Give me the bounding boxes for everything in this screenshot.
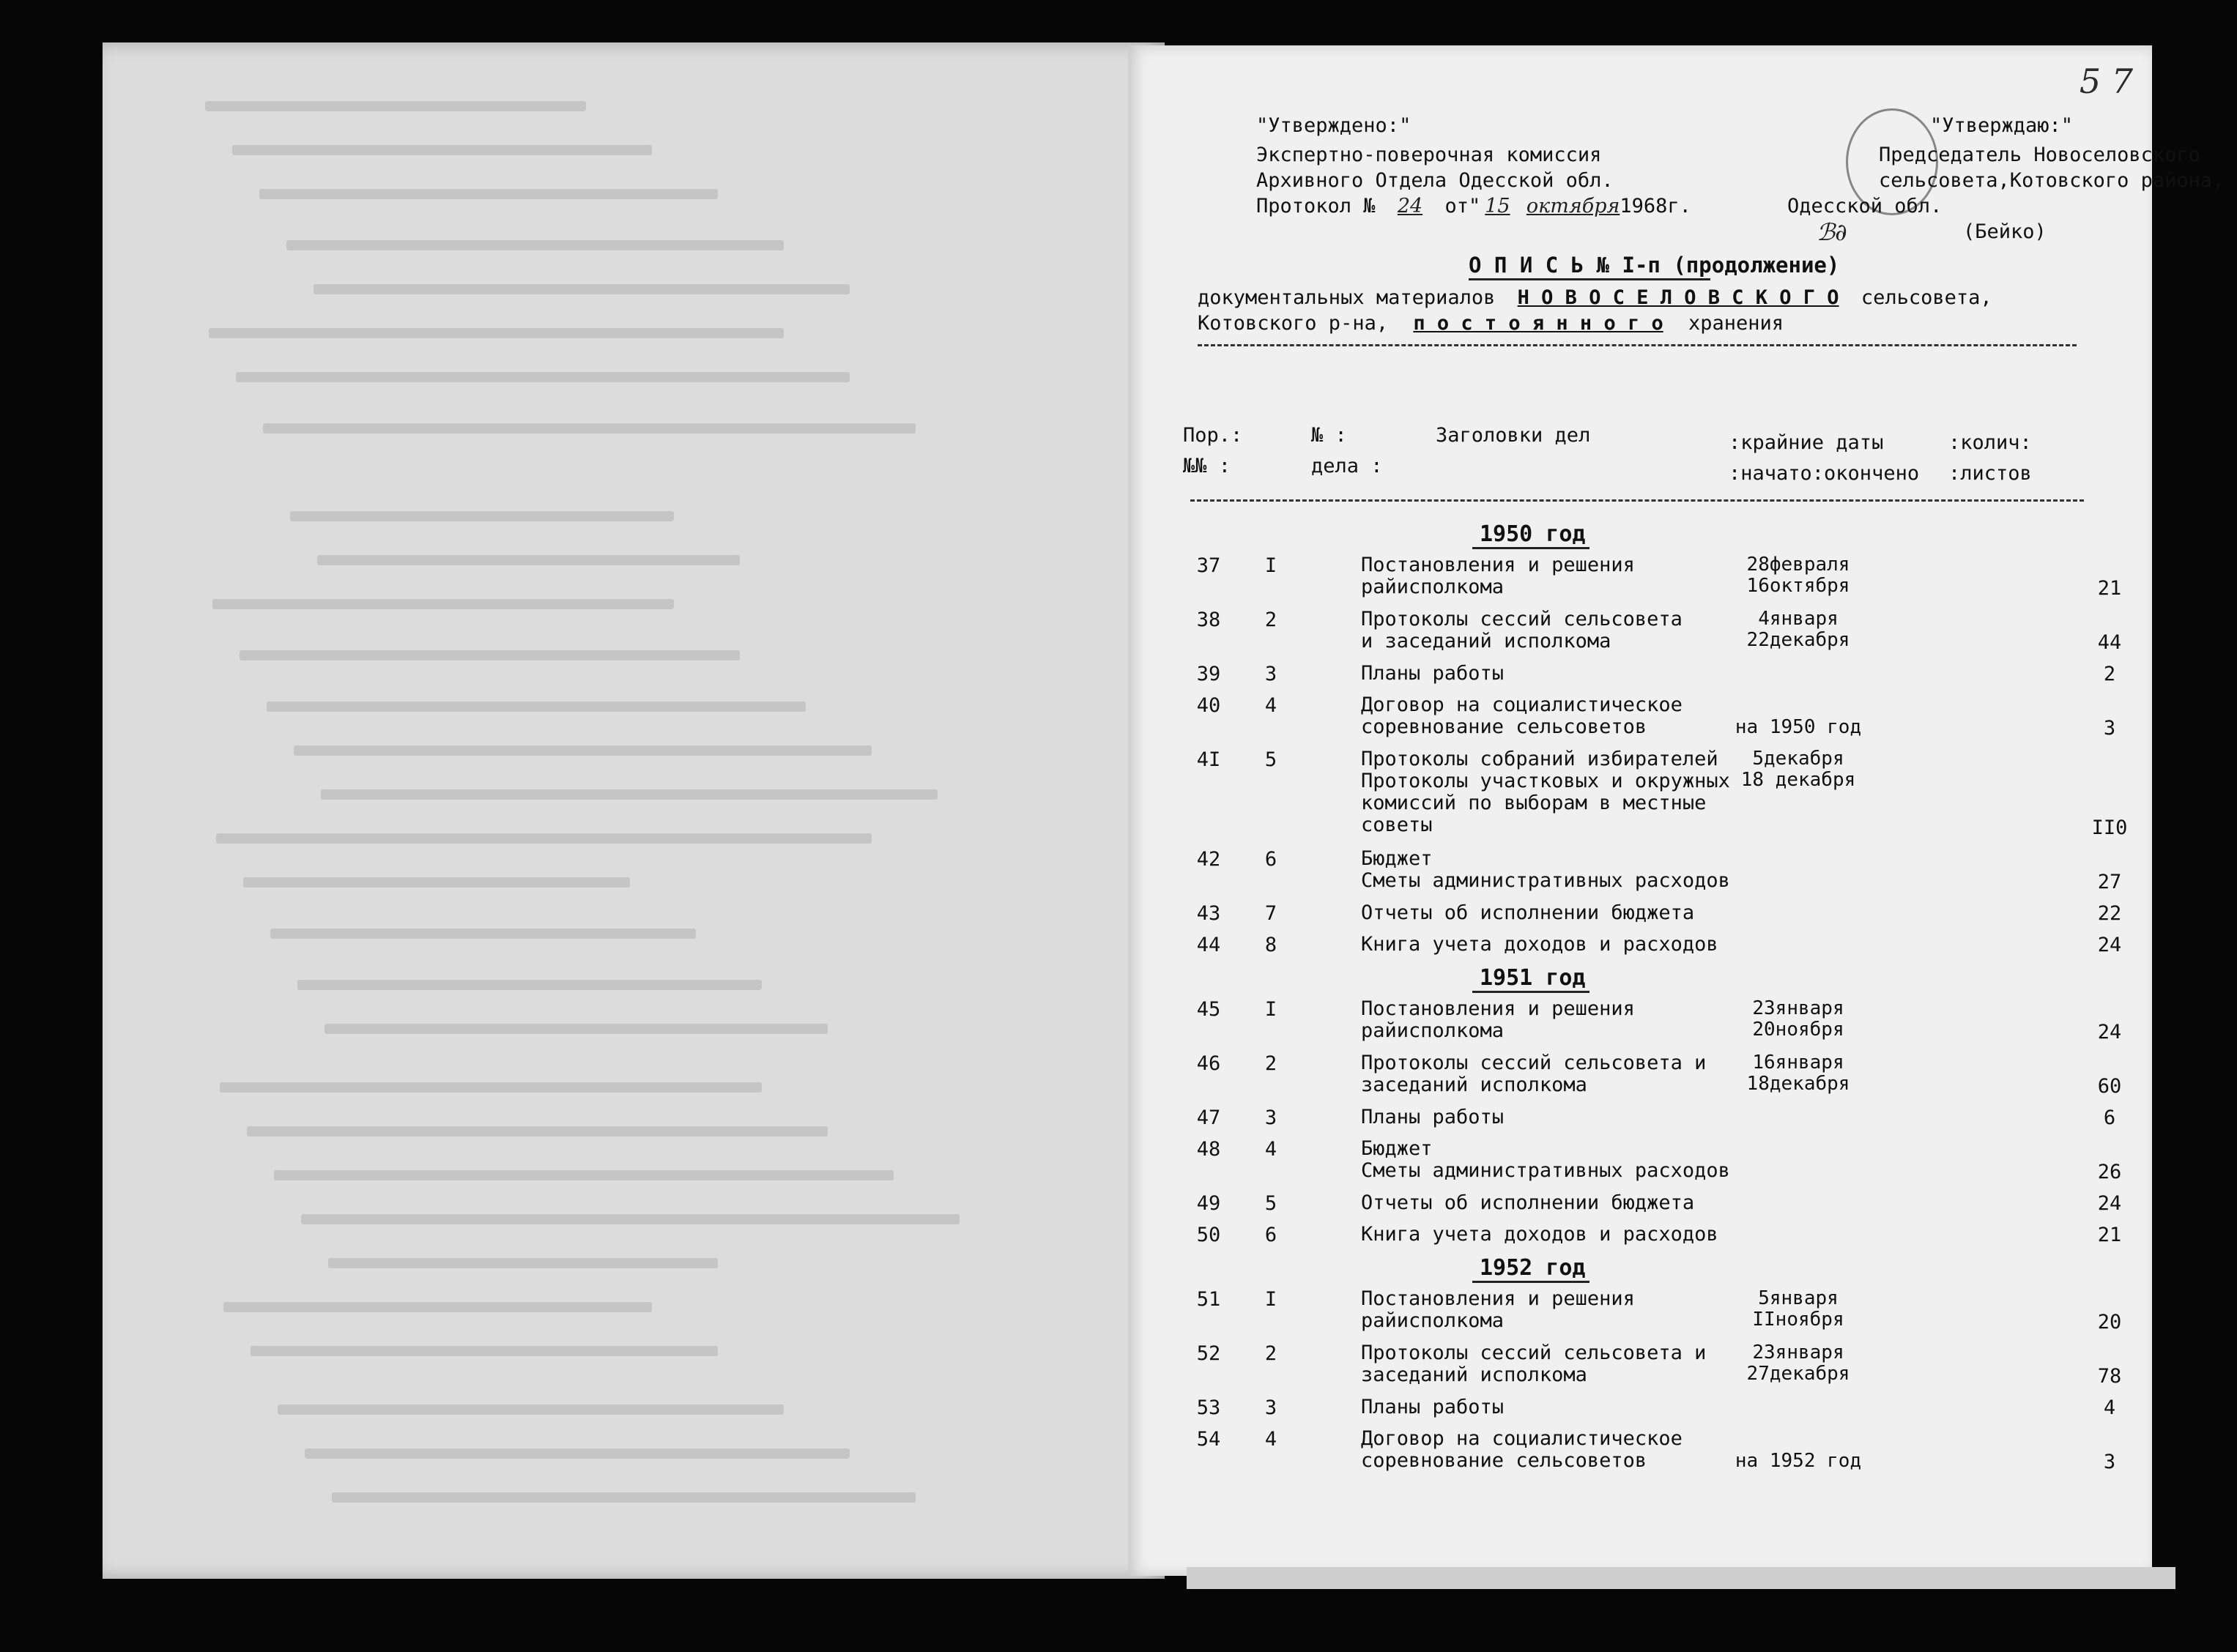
ghost-text-line [209,328,784,338]
ghost-text-line [328,1258,718,1268]
col-dates-a: :крайние даты [1729,431,1884,454]
case-title [1361,1052,1706,1096]
row-number: 43 [1196,902,1221,925]
col-case-b: дела : [1311,455,1383,477]
ghost-text-line [324,1024,828,1034]
case-title [1361,1288,1635,1332]
case-title-line: Постановления и решения [1361,997,1635,1020]
row-number: 46 [1196,1052,1221,1075]
ghost-text-line [332,1492,916,1503]
case-title-line: Книга учета доходов и расходов [1361,1223,1718,1246]
sheet-count: 24 [2097,1021,2122,1043]
case-title-line: райисполкома [1361,1019,1505,1042]
case-date: 5января [1758,1287,1839,1309]
ghost-text-line [278,1404,784,1415]
table-row [1128,1052,2152,1098]
case-title-line: Бюджет [1361,1137,1433,1160]
row-number: 50 [1196,1224,1221,1246]
case-date: 16января [1752,1052,1844,1074]
table-row [1128,1138,2152,1183]
table-row [1128,694,2152,740]
case-title-line: и заседаний исполкома [1361,630,1611,652]
case-title-line: соревнование сельсоветов [1361,1449,1647,1472]
row-number: 44 [1196,934,1221,956]
row-number: 42 [1196,848,1221,871]
table-row [1128,902,2152,925]
case-title [1361,1224,1718,1246]
year-underline [1472,547,1589,549]
signature-name: (Бейко) [1963,220,2047,243]
case-title [1361,609,1683,652]
commission-line1: Экспертно-поверочная комиссия [1256,144,1602,166]
case-number: 4 [1264,1428,1277,1451]
case-date: 16октября [1746,575,1850,597]
case-date: 5декабря [1752,748,1844,770]
case-title [1361,1342,1706,1386]
case-number: 5 [1264,748,1277,771]
case-title-line: Протоколы участковых и окружных [1361,770,1730,792]
left-page-faded [103,42,1165,1579]
case-title-line: Договор на социалистическое [1361,693,1683,716]
case-number: 2 [1264,1342,1277,1365]
case-title-line: комиссий по выборам в местные [1361,792,1707,814]
col-order-b: №№ : [1183,455,1231,477]
sheet-count: 21 [2097,1224,2122,1246]
year-underline [1472,1281,1589,1283]
ghost-text-line [314,284,850,294]
protocol-number: 24 [1397,195,1423,217]
signature-icon: ℬ∂ [1817,218,1847,246]
case-date: 28февраля [1746,554,1850,576]
case-title-line: соревнование сельсоветов [1361,715,1647,738]
ghost-text-line [317,555,740,565]
case-title-line: Планы работы [1361,1106,1505,1128]
case-number: I [1264,1288,1277,1311]
row-number: 40 [1196,694,1221,717]
ghost-text-line [240,650,740,661]
ghost-text-line [305,1448,850,1459]
table-row [1128,1192,2152,1215]
row-number: 53 [1196,1396,1221,1419]
col-sheets-b: :листов [1948,462,2032,485]
row-number: 37 [1196,554,1221,577]
chairman-line1: Председатель Новоселовского [1879,144,2200,166]
case-dates [1725,554,1871,597]
ghost-text-line [290,511,674,521]
sheet-count: 2 [2103,663,2116,685]
council-suffix: сельсовета, [1861,286,1992,309]
sheet-count: 3 [2103,1451,2116,1473]
case-title-line: Протоколы собраний избирателей [1361,748,1718,770]
ghost-text-line [232,145,652,155]
ghost-text-line [294,745,872,756]
sheet-count: 26 [2097,1161,2122,1183]
ghost-text-line [212,599,674,609]
table-row [1128,1288,2152,1333]
sheet-count: 21 [2097,577,2122,600]
district-label: Котовского р-на, [1198,312,1389,335]
case-dates [1725,998,1871,1041]
case-date: 18 декабря [1740,769,1856,791]
case-title-line: заседаний исполкома [1361,1363,1587,1386]
case-title [1361,848,1730,892]
case-title-line: Протоколы сессий сельсовета и [1361,1052,1707,1074]
table-row [1128,663,2152,685]
table-row [1128,1396,2152,1419]
case-number: 4 [1264,694,1277,717]
case-number: I [1264,554,1277,577]
col-sheets-a: :колич: [1948,431,2032,454]
protocol-year: 1968г. [1620,195,1691,217]
protocol-from: от" [1444,195,1481,217]
row-number: 4I [1196,748,1221,771]
case-title [1361,1138,1730,1182]
case-dates [1725,1342,1871,1385]
case-date: 27декабря [1746,1363,1850,1385]
title-line3 [1198,313,1784,335]
table-row [1128,998,2152,1043]
row-number: 39 [1196,663,1221,685]
council-name: Н О В О С Е Л О В С К О Г О [1517,286,1839,309]
opis-underline [1469,278,1710,280]
ghost-text-line [301,1214,960,1224]
case-title-line: райисполкома [1361,1309,1505,1332]
chairman-line2: сельсовета,Котовского района, [1879,169,2225,192]
year-underline [1472,991,1589,993]
page-bottom-edge [1187,1567,2175,1589]
case-title-line: Книга учета доходов и расходов [1361,933,1718,956]
sheet-count: II0 [2091,816,2128,839]
case-title-line: Сметы административных расходов [1361,1159,1730,1182]
case-title [1361,902,1694,924]
case-date: 22декабря [1746,629,1850,651]
year-heading: 1950 год [1480,521,1586,547]
table-row [1128,1428,2152,1473]
page-number-mark: 5 7 [2079,62,2133,101]
case-title [1361,1428,1683,1472]
ghost-text-line [247,1126,828,1136]
sheet-count: 24 [2097,1192,2122,1215]
year-heading: 1951 год [1480,965,1586,991]
case-date: IIноября [1752,1309,1844,1331]
opis-title: О П И С Ь № I-п (продолжение) [1469,253,1840,278]
ghost-text-line [243,877,630,888]
table-row [1128,609,2152,654]
case-date: 23января [1752,1342,1844,1363]
case-title-line: Сметы административных расходов [1361,869,1730,892]
case-date: на 1952 год [1735,1450,1862,1472]
case-title-line: Отчеты об исполнении бюджета [1361,901,1695,924]
case-date: 20ноября [1752,1019,1844,1041]
case-dates [1725,1052,1871,1095]
col-case-a: № : [1311,424,1347,447]
ghost-text-line [205,101,586,111]
sheet-count: 3 [2103,717,2116,740]
case-dates [1725,748,1871,791]
row-number: 47 [1196,1106,1221,1129]
table-row [1128,554,2152,600]
col-order-a: Пор.: [1183,424,1243,447]
sheet-count: 6 [2103,1106,2116,1129]
case-title [1361,554,1635,598]
case-date: на 1950 год [1735,716,1862,738]
protocol-month: октября [1526,195,1620,217]
case-number: 7 [1264,902,1277,925]
case-number: 6 [1264,848,1277,871]
table-row [1128,848,2152,893]
ghost-text-line [267,702,806,712]
case-dates [1725,609,1871,651]
ghost-text-line [286,240,784,250]
case-title-line: Постановления и решения [1361,1287,1635,1310]
ghost-text-line [220,1082,762,1093]
case-title [1361,663,1504,685]
sheet-count: 22 [2097,902,2122,925]
table-row [1128,748,2152,839]
protocol-line [1256,196,1691,217]
ghost-text-line [297,980,762,990]
case-title-line: Планы работы [1361,1396,1505,1418]
case-title-line: Постановления и решения [1361,554,1635,576]
materials-label: документальных материалов [1198,286,1496,309]
ghost-text-line [263,423,916,434]
ghost-text-line [223,1302,652,1312]
col-dates-b: :начато:окончено [1729,462,1920,485]
rule-header [1190,499,2084,502]
year-heading: 1952 год [1480,1255,1586,1281]
sheet-count: 20 [2097,1311,2122,1333]
case-title-line: советы [1361,814,1433,836]
title-line2 [1198,287,1992,309]
sheet-count: 24 [2097,934,2122,956]
table-row [1128,1106,2152,1129]
ghost-text-line [259,189,718,199]
case-number: 5 [1264,1192,1277,1215]
case-title-line: заседаний исполкома [1361,1074,1587,1096]
commission-line2: Архивного Отдела Одесской обл. [1256,169,1614,192]
case-title [1361,694,1683,738]
row-number: 51 [1196,1288,1221,1311]
case-date: 4января [1758,608,1839,630]
case-number: 8 [1264,934,1277,956]
sheet-count: 78 [2097,1365,2122,1388]
storage-type: п о с т о я н н о г о [1413,312,1663,335]
ghost-text-line [236,372,850,382]
rule-top [1198,344,2077,346]
case-title [1361,934,1718,956]
case-number: 3 [1264,1106,1277,1129]
row-number: 38 [1196,609,1221,631]
document-page [1128,45,2225,1576]
sheet-count: 44 [2097,631,2122,654]
protocol-day: 15 [1485,195,1510,217]
ghost-text-line [216,833,872,844]
case-title-line: Протоколы сессий сельсовета [1361,608,1683,630]
ghost-text-line [321,789,938,800]
case-title-line: Отчеты об исполнении бюджета [1361,1191,1695,1214]
ghost-text-line [251,1346,718,1356]
case-dates [1725,1288,1871,1331]
case-number: 2 [1264,1052,1277,1075]
col-titles: Заголовки дел [1436,424,1591,447]
table-row [1128,1224,2152,1246]
case-date: 23января [1752,997,1844,1019]
row-number: 54 [1196,1428,1221,1451]
case-date: 18декабря [1746,1073,1850,1095]
case-title [1361,1192,1694,1214]
case-title-line: Планы работы [1361,662,1505,685]
case-number: I [1264,998,1277,1021]
protocol-prefix: Протокол № [1256,195,1376,217]
case-title-line: Протоколы сессий сельсовета и [1361,1342,1707,1364]
row-number: 45 [1196,998,1221,1021]
case-number: 3 [1264,1396,1277,1419]
case-dates [1725,1451,1871,1472]
approved-label: "Утверждено:" [1256,114,1411,137]
chairman-line3: Одесской обл. [1787,195,1943,217]
sheet-count: 4 [2103,1396,2116,1419]
table-row [1128,934,2152,956]
case-title-line: Бюджет [1361,847,1433,870]
sheet-count: 60 [2097,1075,2122,1098]
storage-suffix: хранения [1688,312,1784,335]
case-dates [1725,717,1871,738]
case-title [1361,1106,1504,1128]
case-title [1361,748,1730,836]
case-title-line: райисполкома [1361,576,1505,598]
sheet-count: 27 [2097,871,2122,893]
case-number: 6 [1264,1224,1277,1246]
approve-label: "Утверждаю:" [1930,114,2074,137]
table-row [1128,1342,2152,1388]
case-number: 3 [1264,663,1277,685]
case-title [1361,998,1635,1042]
case-title [1361,1396,1504,1418]
ghost-text-line [274,1170,894,1180]
case-number: 4 [1264,1138,1277,1161]
ghost-text-line [270,929,696,939]
case-title-line: Договор на социалистическое [1361,1427,1683,1450]
row-number: 49 [1196,1192,1221,1215]
case-number: 2 [1264,609,1277,631]
row-number: 48 [1196,1138,1221,1161]
row-number: 52 [1196,1342,1221,1365]
